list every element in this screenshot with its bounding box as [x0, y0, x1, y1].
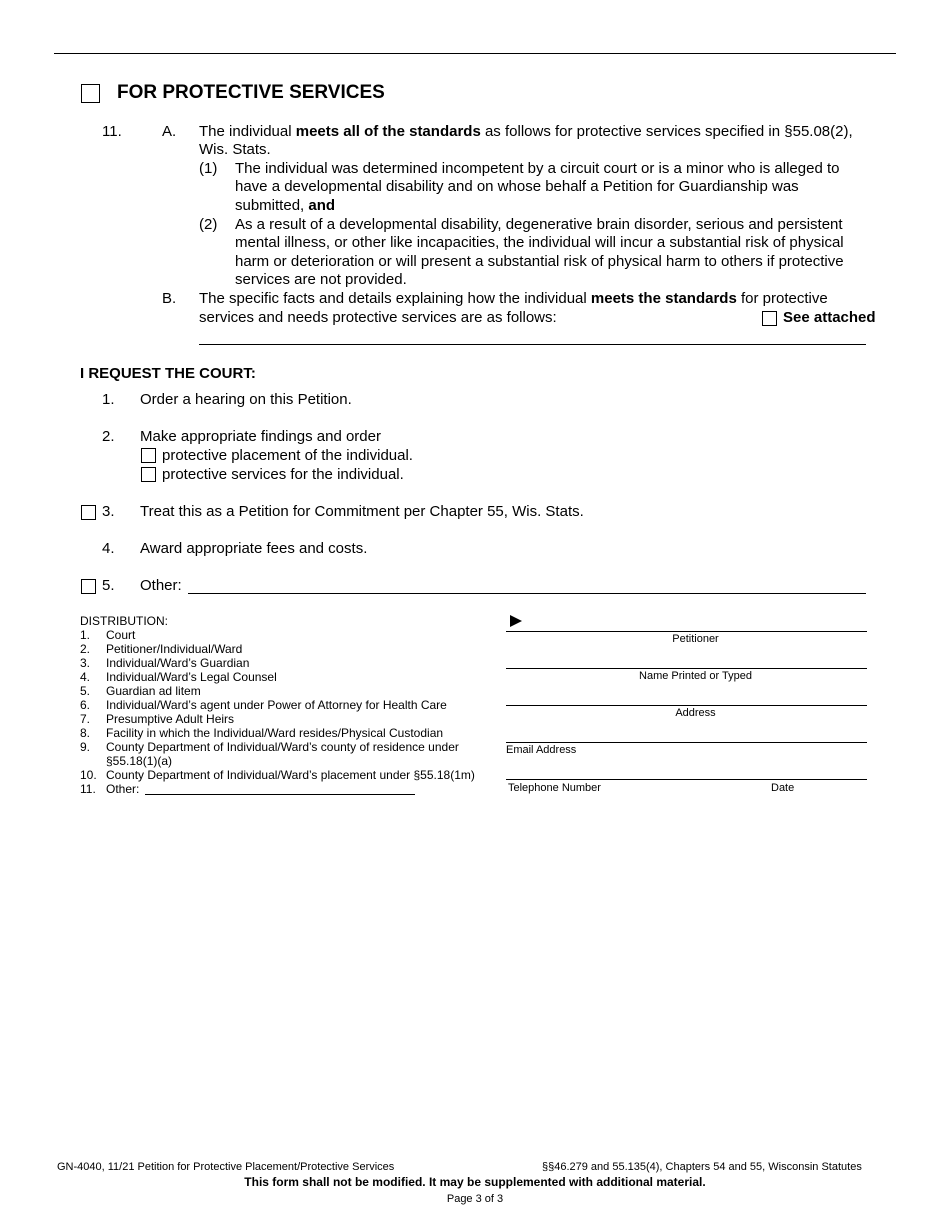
distribution-item: 1. Court	[80, 628, 136, 642]
top-rule	[54, 53, 896, 54]
sub1-line2: have a developmental disability and on whose behalf a Petition for Guardianship was	[235, 178, 799, 195]
sub2-line2: mental illness, or other like incapacities, the individual will incur a substantial risk of physical	[235, 234, 844, 251]
telephone-date-line[interactable]	[506, 779, 867, 780]
name-printed-label: Name Printed or Typed	[639, 670, 752, 682]
distribution-item: 2. Petitioner/Individual/Ward	[80, 642, 243, 656]
item-11b-line1: The specific facts and details explaining how the individual meets the standards for protective	[199, 290, 828, 307]
item-11a-line1: The individual meets all of the standards as follows for protective services specified in §55.08(2),	[199, 123, 853, 140]
request-3-text: Treat this as a Petition for Commitment per Chapter 55, Wis. Stats.	[140, 503, 584, 520]
distribution-item: 11. Other:	[80, 782, 140, 796]
protective-services-option-checkbox[interactable]	[141, 467, 156, 482]
petitioner-signature-line[interactable]	[506, 631, 867, 632]
sub1-line3: submitted, and	[235, 197, 336, 214]
other-request-checkbox[interactable]	[81, 579, 96, 594]
signature-arrow-icon	[510, 615, 522, 627]
protective-placement-checkbox[interactable]	[141, 448, 156, 463]
request-1-number: 1.	[102, 391, 115, 408]
address-label: Address	[675, 707, 716, 719]
other-request-line[interactable]	[188, 593, 866, 594]
request-4-number: 4.	[102, 540, 115, 557]
see-attached-checkbox[interactable]	[762, 311, 777, 326]
footer-form-id: GN-4040, 11/21 Petition for Protective Placement/Protective Services	[57, 1161, 395, 1173]
sub2-line4: services are not provided.	[235, 271, 407, 288]
distribution-heading: DISTRIBUTION:	[80, 614, 169, 628]
distribution-item: 7. Presumptive Adult Heirs	[80, 712, 235, 726]
request-1-text: Order a hearing on this Petition.	[140, 391, 352, 408]
sub2-line1: As a result of a developmental disability, degenerative brain disorder, serious and persistent	[235, 216, 843, 233]
facts-answer-line[interactable]	[199, 344, 866, 345]
request-3-number: 3.	[102, 503, 115, 520]
name-printed-line[interactable]	[506, 668, 867, 669]
distribution-item: 8. Facility in which the Individual/Ward resides/Physical Custodian	[80, 726, 444, 740]
item-11a-line2: Wis. Stats.	[199, 141, 271, 158]
request-2-number: 2.	[102, 428, 115, 445]
distribution-item: 5. Guardian ad litem	[80, 684, 201, 698]
protective-services-checkbox[interactable]	[81, 84, 100, 103]
date-label: Date	[771, 782, 795, 794]
protective-placement-label: protective placement of the individual.	[162, 447, 413, 464]
footer-notice: This form shall not be modified. It may be supplemented with additional material.	[244, 1175, 706, 1189]
section-heading: FOR PROTECTIVE SERVICES	[117, 82, 385, 103]
telephone-label: Telephone Number	[508, 782, 601, 794]
request-5-text: Other:	[140, 577, 182, 594]
sub2-line3: harm or deterioration or will present a substantial risk of physical harm to others if protective	[235, 253, 844, 270]
item-11-number: 11.	[102, 123, 122, 140]
protective-services-option-label: protective services for the individual.	[162, 466, 404, 483]
item-11b-line2: services and needs protective services are as follows:	[199, 309, 557, 326]
see-attached-label: See attached	[783, 309, 876, 326]
distribution-item: 6. Individual/Ward’s agent under Power of Attorney for Health Care	[80, 698, 447, 712]
address-line[interactable]	[506, 705, 867, 706]
distribution-item: 3. Individual/Ward’s Guardian	[80, 656, 250, 670]
email-label: Email Address	[506, 744, 577, 756]
sub1-number: (1)	[199, 160, 218, 177]
distribution-item: 10. County Department of Individual/Ward’s placement under §55.18(1m)	[80, 768, 475, 782]
request-4-text: Award appropriate fees and costs.	[140, 540, 368, 557]
sub1-line1: The individual was determined incompetent by a circuit court or is a minor who is alleged to	[235, 160, 840, 177]
petitioner-label: Petitioner	[672, 633, 719, 645]
request-heading: I REQUEST THE COURT:	[80, 365, 256, 382]
request-5-number: 5.	[102, 577, 115, 594]
distribution-item: 4. Individual/Ward’s Legal Counsel	[80, 670, 277, 684]
sub2-number: (2)	[199, 216, 218, 233]
distribution-list	[80, 628, 500, 796]
request-2-text: Make appropriate findings and order	[140, 428, 381, 445]
item-11b-letter: B.	[162, 290, 177, 307]
footer-page-number: Page 3 of 3	[446, 1193, 504, 1205]
distribution-other-line[interactable]	[145, 794, 415, 795]
email-line[interactable]	[506, 742, 867, 743]
item-11a-letter: A.	[162, 123, 177, 140]
commitment-checkbox[interactable]	[81, 505, 96, 520]
footer-statutes: §§46.279 and 55.135(4), Chapters 54 and 55, Wisconsin Statutes	[542, 1161, 862, 1173]
distribution-item: 9. County Department of Individual/Ward’s county of residence under §55.18(1)(a)	[80, 740, 459, 768]
